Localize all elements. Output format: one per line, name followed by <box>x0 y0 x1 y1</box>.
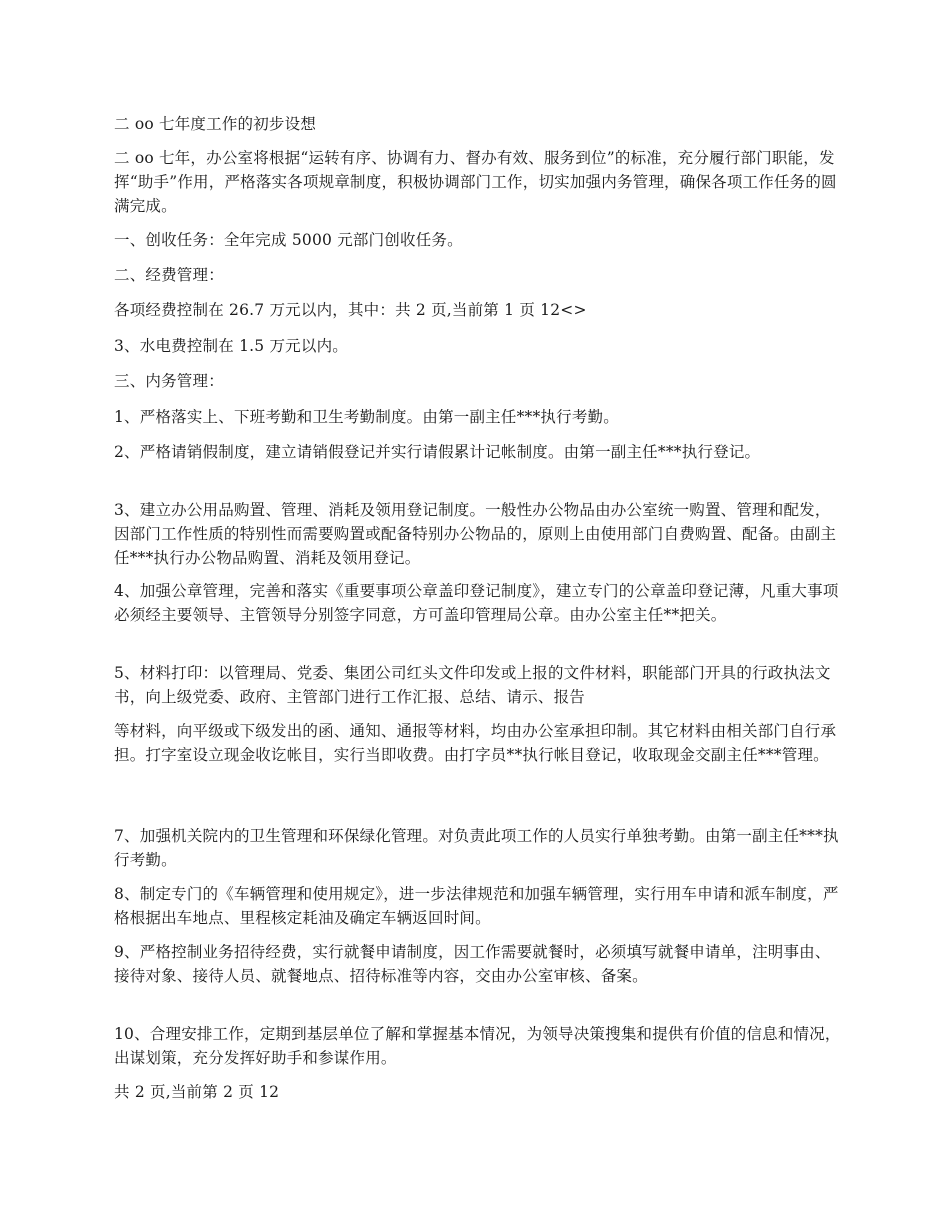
paragraph-intro: 二 oo 七年，办公室将根据“运转有序、协调有力、督办有效、服务到位”的标准，充分履行部门职能，发挥“助手”作用，严格落实各项规章制度，积极协调部门工作，切实加强内务管理，确保各项工作任务的圆满完成。 <box>114 149 837 215</box>
paragraph-item-3: 3、建立办公用品购置、管理、消耗及领用登记制度。一般性办公物品由办公室统一购置、管理和配发，因部门工作性质的特别性而需要购置或配备特别办公物品的，原则上由使用部门自费购置、配备。由副主任***执行办公物品购置、消耗及领用登记。 <box>114 501 837 567</box>
paragraph-expense-control: 各项经费控制在 26.7 万元以内，其中：共 2 页,当前第 1 页 12<> <box>114 301 587 319</box>
paragraph-item-10: 10、合理安排工作，定期到基层单位了解和掌握基本情况，为领导决策搜集和提供有价值的信息和情况，出谋划策，充分发挥好助手和参谋作用。 <box>114 1025 841 1067</box>
page-footer: 共 2 页,当前第 2 页 12 <box>114 1083 280 1101</box>
paragraph-revenue-task: 一、创收任务：全年完成 5000 元部门创收任务。 <box>114 231 463 249</box>
paragraph-item-5: 5、材料打印：以管理局、党委、集团公司红头文件印发或上报的文件材料，职能部门开具的行政执法文书，向上级党委、政府、主管部门进行工作汇报、总结、请示、报告 <box>114 664 831 706</box>
doc-title: 二 oo 七年度工作的初步设想 <box>114 115 317 133</box>
paragraph-item-5-continued: 等材料，向平级或下级发出的函、通知、通报等材料，均由办公室承担印制。其它材料由相关部门自行承担。打字室设立现金收讫帐目，实行当即收费。由打字员**执行帐目登记，收取现金交副主任***管理。 <box>114 722 837 764</box>
paragraph-utilities: 3、水电费控制在 1.5 万元以内。 <box>114 337 348 355</box>
paragraph-item-1: 1、严格落实上、下班考勤和卫生考勤制度。由第一副主任***执行考勤。 <box>114 408 619 426</box>
paragraph-item-2: 2、严格请销假制度，建立请销假登记并实行请假累计记帐制度。由第一副主任***执行登记。 <box>114 443 761 461</box>
paragraph-item-7: 7、加强机关院内的卫生管理和环保绿化管理。对负责此项工作的人员实行单独考勤。由第一副主任***执行考勤。 <box>114 827 839 869</box>
paragraph-item-9: 9、严格控制业务招待经费，实行就餐申请制度，因工作需要就餐时，必须填写就餐申请单，注明事由、接待对象、接待人员、就餐地点、招待标准等内容，交由办公室审核、备案。 <box>114 943 831 985</box>
paragraph-item-4: 4、加强公章管理，完善和落实《重要事项公章盖印登记制度》，建立专门的公章盖印登记薄，凡重大事项必须经主要领导、主管领导分别签字同意，方可盖印管理局公章。由办公室主任**把关。 <box>114 582 839 624</box>
paragraph-internal-heading: 三、内务管理： <box>114 372 224 390</box>
paragraph-expense-heading: 二、经费管理： <box>114 266 224 284</box>
paragraph-item-8: 8、制定专门的《车辆管理和使用规定》，进一步法律规范和加强车辆管理，实行用车申请和派车制度，严格根据出车地点、里程核定耗油及确定车辆返回时间。 <box>114 885 839 927</box>
